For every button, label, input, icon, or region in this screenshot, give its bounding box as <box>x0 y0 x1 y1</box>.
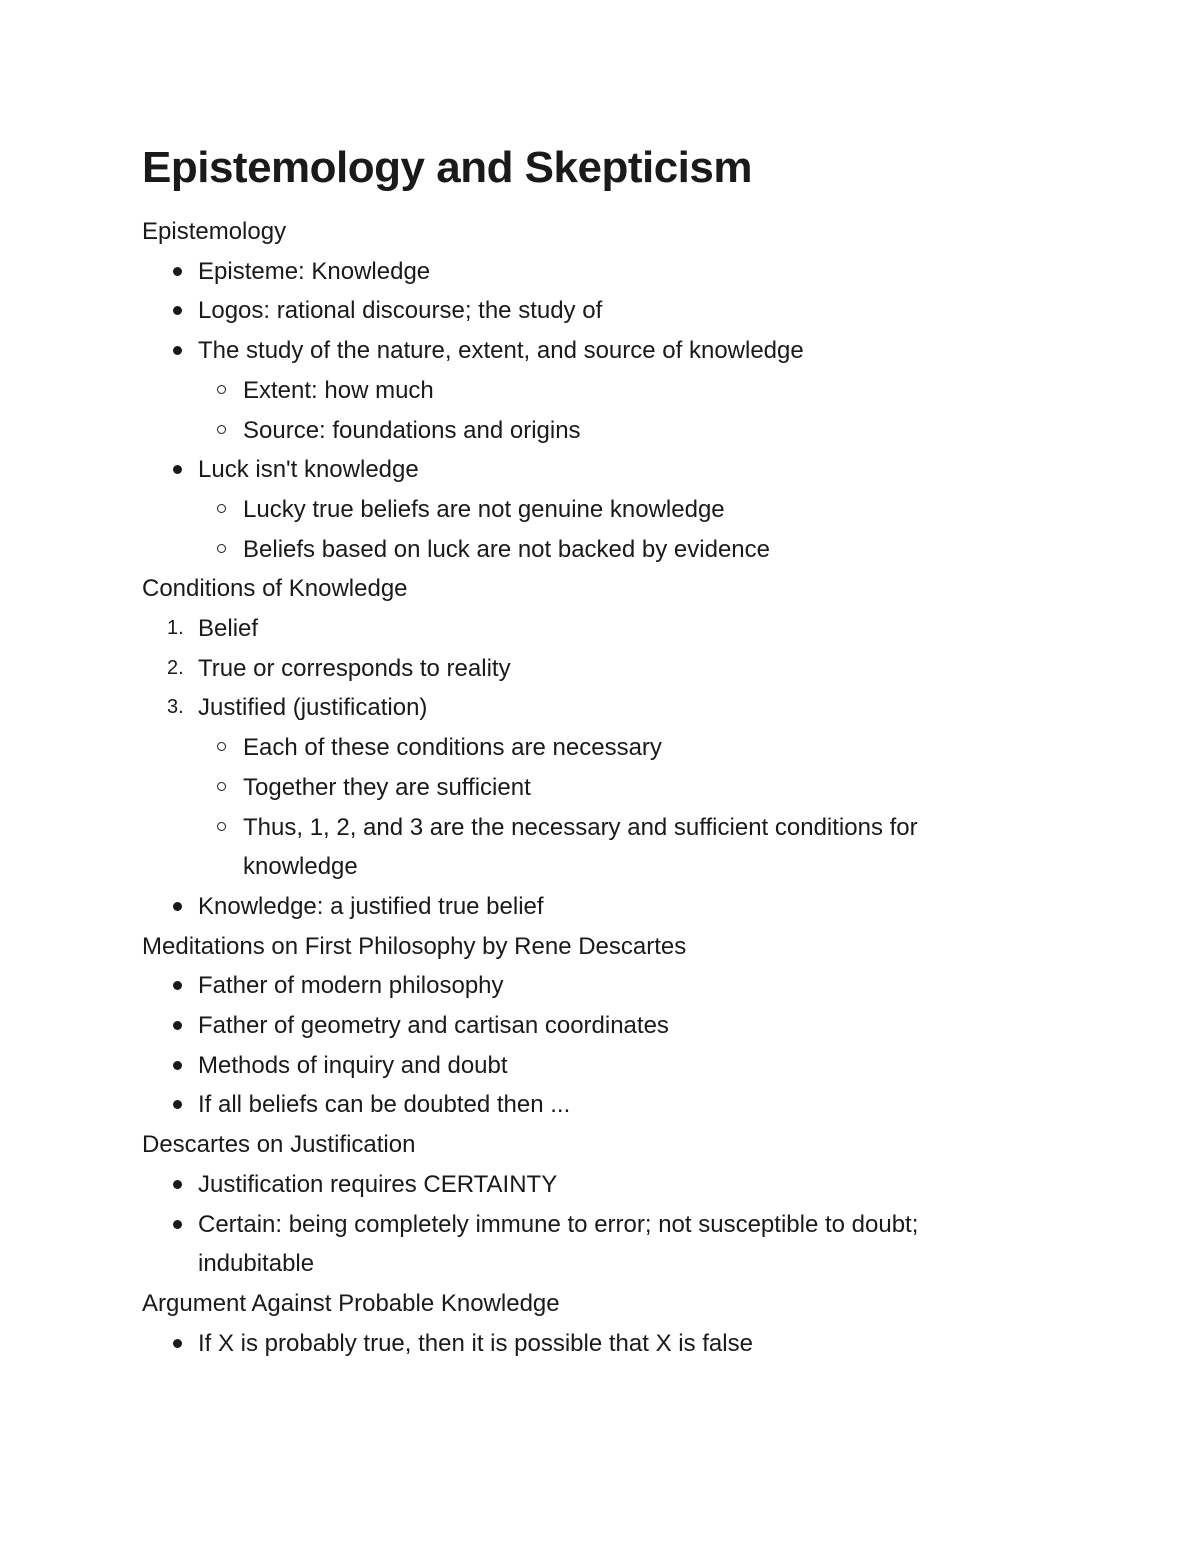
list-item: Father of geometry and cartisan coordinates <box>142 1006 1042 1046</box>
sub-list-item: Extent: how much <box>142 371 1042 411</box>
list-item: If all beliefs can be doubted then ... <box>142 1085 1042 1125</box>
numbered-item: 3. Justified (justification) <box>167 694 428 722</box>
numbered-item: 1. Belief <box>167 615 259 643</box>
list-item: Episteme: Knowledge <box>142 252 1042 292</box>
list-item: The study of the nature, extent, and source of knowledge <box>142 331 1042 371</box>
bullet-icon <box>173 1021 182 1030</box>
bullet-icon <box>173 1339 182 1348</box>
document-page <box>142 138 1042 1363</box>
bullet-icon <box>173 1180 182 1189</box>
bullet-icon <box>173 1220 182 1229</box>
bullet-icon <box>173 981 182 990</box>
bullet-icon <box>173 267 182 276</box>
list-item-continuation: indubitable <box>198 1250 315 1278</box>
sub-list-item: Thus, 1, 2, and 3 are the necessary and sufficient conditions for <box>142 808 1042 848</box>
hollow-bullet-icon <box>217 822 226 831</box>
bullet-icon <box>173 346 182 355</box>
bullet-icon <box>173 465 182 474</box>
section-heading-meditations: Meditations on First Philosophy by Rene Descartes <box>142 932 687 960</box>
sub-list-item-continuation: knowledge <box>243 853 358 881</box>
numbered-item: 2. True or corresponds to reality <box>167 654 511 682</box>
bullet-icon <box>173 1100 182 1109</box>
hollow-bullet-icon <box>217 385 226 394</box>
sub-list-item: Source: foundations and origins <box>142 411 1042 451</box>
sub-list-item: Beliefs based on luck are not backed by evidence <box>142 530 1042 570</box>
sub-list-item: Lucky true beliefs are not genuine knowledge <box>142 490 1042 530</box>
hollow-bullet-icon <box>217 544 226 553</box>
bullet-list-probable <box>142 1324 1042 1364</box>
list-item: Father of modern philosophy <box>142 966 1042 1006</box>
list-item: Certain: being completely immune to error; not susceptible to doubt; <box>142 1205 1042 1245</box>
bullet-icon <box>173 1061 182 1070</box>
hollow-bullet-icon <box>217 504 226 513</box>
page-title: Epistemology and Skepticism <box>142 143 752 192</box>
list-item: Methods of inquiry and doubt <box>142 1046 1042 1086</box>
hollow-bullet-icon <box>217 782 226 791</box>
bullet-list-conditions <box>142 887 1042 927</box>
bullet-list-epistemology <box>142 252 1042 570</box>
list-item: Luck isn't knowledge <box>142 450 1042 490</box>
bullet-icon <box>173 902 182 911</box>
section-heading-probable-knowledge: Argument Against Probable Knowledge <box>142 1289 560 1317</box>
hollow-bullet-icon <box>217 425 226 434</box>
list-item: Knowledge: a justified true belief <box>142 887 1042 927</box>
bullet-list-meditations <box>142 966 1042 1125</box>
section-heading-conditions: Conditions of Knowledge <box>142 575 408 603</box>
numbered-list-conditions <box>142 609 1042 887</box>
section-heading-epistemology: Epistemology <box>142 218 287 245</box>
hollow-bullet-icon <box>217 742 226 751</box>
sub-list-item: Together they are sufficient <box>142 768 1042 808</box>
bullet-icon <box>173 306 182 315</box>
list-item: If X is probably true, then it is possible that X is false <box>142 1324 1042 1364</box>
bullet-list-justification <box>142 1165 1042 1284</box>
section-heading-descartes-justification: Descartes on Justification <box>142 1131 416 1159</box>
sub-list-item: Each of these conditions are necessary <box>142 728 1042 768</box>
list-item: Logos: rational discourse; the study of <box>142 291 1042 331</box>
list-item: Justification requires CERTAINTY <box>142 1165 1042 1205</box>
